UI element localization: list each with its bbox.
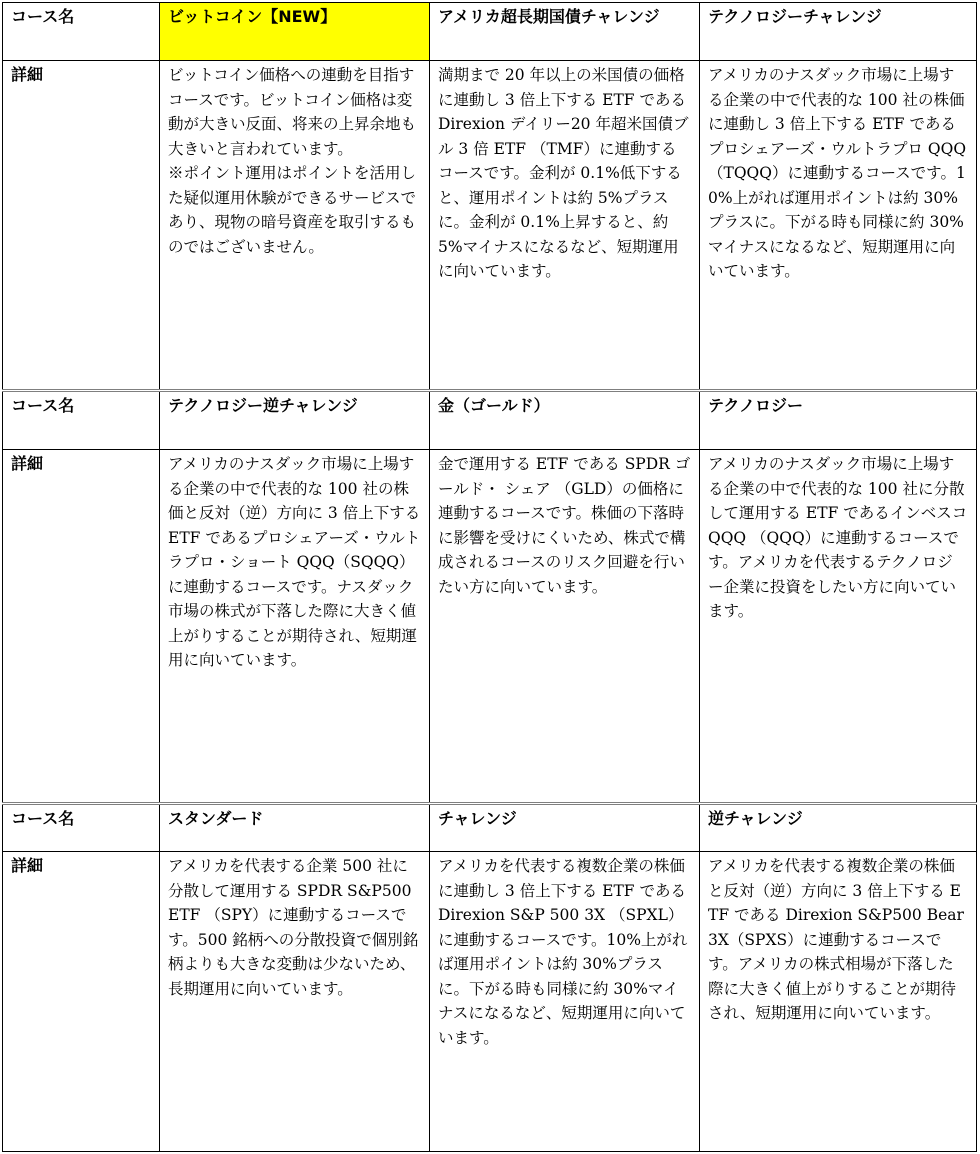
course-name-row bbox=[3, 3, 977, 61]
course-title-gold: 金（ゴールド） bbox=[430, 391, 700, 450]
course-detail-technology: アメリカのナスダック市場に上場する企業の中で代表的な 100 社に分散して運用する ETF であるインベスコ QQQ （QQQ）に連動するコースです。アメリカを代表するテクノロジー企業に投資をしたい方に向いています。 bbox=[700, 450, 977, 804]
course-detail-challenge: アメリカを代表する複数企業の株価に連動し 3 倍上下する ETF である Direxion S&P 500 3X （SPXL）に連動するコースです。10%上がれば運用ポイントは約 30%プラスに。下がる時も同様に約 30%マイナスになるなど、短期運用に向いています。 bbox=[430, 852, 700, 1152]
course-detail-technology-challenge: アメリカのナスダック市場に上場する企業の中で代表的な 100 社の株価に連動し 3 倍上下する ETF であるプロシェアーズ・ウルトラプロ QQQ（TQQQ）に連動するコースです。10%上がれば運用ポイントは約 30%プラスに。下がる時も同様に約 30%マイナスになるなど、短期運用に向いています。 bbox=[700, 61, 977, 391]
course-detail-row bbox=[3, 61, 977, 391]
course-name-label: コース名 bbox=[3, 3, 160, 61]
course-title-challenge: チャレンジ bbox=[430, 804, 700, 852]
course-name-row bbox=[3, 804, 977, 852]
course-detail-row bbox=[3, 450, 977, 804]
course-detail-gold: 金で運用する ETF である SPDR ゴールド・ シェア （GLD）の価格に連動するコースです。株価の下落時に影響を受けにくいため、株式で構成されるコースのリスク回避を行いたい方に向いています。 bbox=[430, 450, 700, 804]
course-title-bitcoin: ビットコイン【NEW】 bbox=[160, 3, 430, 61]
course-detail-row bbox=[3, 852, 977, 1152]
course-title-technology-challenge: テクノロジーチャレンジ bbox=[700, 3, 977, 61]
course-name-row bbox=[3, 391, 977, 450]
course-name-label: コース名 bbox=[3, 804, 160, 852]
course-title-technology: テクノロジー bbox=[700, 391, 977, 450]
course-title-inverse-challenge: 逆チャレンジ bbox=[700, 804, 977, 852]
course-detail-technology-inverse-challenge: アメリカのナスダック市場に上場する企業の中で代表的な 100 社の株価と反対（逆）方向に 3 倍上下する ETF であるプロシェアーズ・ウルトラプロ・ショート QQQ（SQQQ）に連動するコースです。ナスダック市場の株式が下落した際に大きく値上がりすることが期待され、短期運用に向いています。 bbox=[160, 450, 430, 804]
course-detail-standard: アメリカを代表する企業 500 社に分散して運用する SPDR S&P500 ETF （SPY）に連動するコースです。500 銘柄への分散投資で個別銘柄よりも大きな変動は少ないため、長期運用に向いています。 bbox=[160, 852, 430, 1152]
course-table bbox=[2, 2, 977, 1152]
course-detail-label: 詳細 bbox=[3, 852, 160, 1152]
course-detail-inverse-challenge: アメリカを代表する複数企業の株価と反対（逆）方向に 3 倍上下する ETF である Direxion S&P500 Bear 3X（SPXS）に連動するコースです。アメリカの株式相場が下落した際に大きく値上がりすることが期待され、短期運用に向いています。 bbox=[700, 852, 977, 1152]
course-detail-us-long-bond-challenge: 満期まで 20 年以上の米国債の価格に連動し 3 倍上下する ETF である Direxion デイリー20 年超米国債ブル 3 倍 ETF （TMF）に連動するコースです。金利が 0.1%低下すると、運用ポイントは約 5%プラスに。金利が 0.1%上昇すると、約 5%マイナスになるなど、短期運用に向いています。 bbox=[430, 61, 700, 391]
course-title-standard: スタンダード bbox=[160, 804, 430, 852]
course-title-us-long-bond-challenge: アメリカ超長期国債チャレンジ bbox=[430, 3, 700, 61]
course-detail-bitcoin: ビットコイン価格への連動を目指すコースです。ビットコイン価格は変動が大きい反面、将来の上昇余地も大きいと言われています。 ※ポイント運用はポイントを活用した疑似運用休験ができるサービスであり、現物の暗号資産を取引するものではございません。 bbox=[160, 61, 430, 391]
course-name-label: コース名 bbox=[3, 391, 160, 450]
course-detail-label: 詳細 bbox=[3, 61, 160, 391]
course-title-technology-inverse-challenge: テクノロジー逆チャレンジ bbox=[160, 391, 430, 450]
course-detail-label: 詳細 bbox=[3, 450, 160, 804]
